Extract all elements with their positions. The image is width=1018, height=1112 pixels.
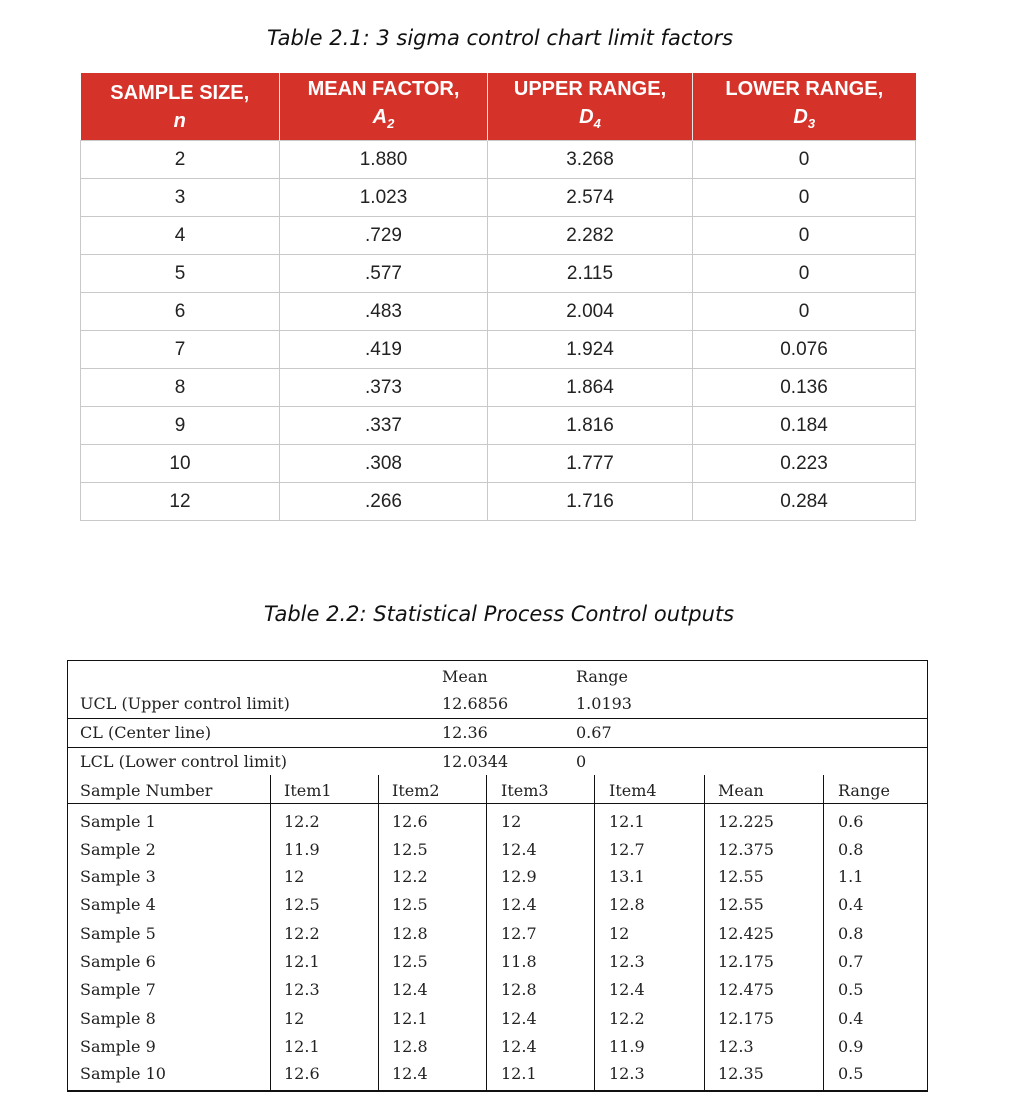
- table1-caption: Table 2.1: 3 sigma control chart limit factors: [266, 26, 734, 50]
- column-header: Sample Number: [80, 781, 213, 800]
- limit-range-value: 0: [576, 752, 587, 771]
- table-cell: .337: [280, 407, 488, 445]
- column-divider: [823, 775, 824, 1090]
- table-cell: 8: [81, 369, 280, 407]
- spc-outputs-table: [67, 660, 928, 1092]
- table-cell: 2.282: [488, 217, 693, 255]
- sample-value: 12.8: [501, 980, 537, 999]
- sample-value: 12.7: [501, 924, 537, 943]
- sample-value: 0.5: [838, 980, 864, 999]
- sample-value: 12.7: [609, 840, 645, 859]
- table-cell: 1.864: [488, 369, 693, 407]
- sample-label: Sample 8: [80, 1009, 156, 1028]
- sample-value: 12.6: [284, 1064, 320, 1083]
- table-cell: 0: [693, 255, 916, 293]
- table-cell: 0: [693, 141, 916, 179]
- sample-value: 12.4: [501, 1037, 537, 1056]
- header-symbol: n: [173, 109, 186, 132]
- table-cell: 0.184: [693, 407, 916, 445]
- sample-value: 12.1: [501, 1064, 537, 1083]
- sample-value: 12.55: [718, 867, 764, 886]
- sample-value: 12.5: [392, 840, 428, 859]
- sample-value: 12.8: [392, 1037, 428, 1056]
- limit-mean-value: 12.0344: [442, 752, 509, 771]
- column-header: Item2: [392, 781, 440, 800]
- header-label: SAMPLE SIZE,: [110, 81, 250, 104]
- table-cell: 4: [81, 217, 280, 255]
- rule-line: [68, 747, 927, 748]
- sample-value: 12.2: [284, 812, 320, 831]
- table-cell: 0.076: [693, 331, 916, 369]
- header-mean-factor: [280, 73, 488, 141]
- header-symbol: D: [793, 106, 808, 128]
- table-cell: 0.136: [693, 369, 916, 407]
- sample-value: 12.9: [501, 867, 537, 886]
- sample-label: Sample 2: [80, 840, 156, 859]
- table-cell: 0: [693, 217, 916, 255]
- sample-value: 13.1: [609, 867, 645, 886]
- table-cell: 10: [81, 445, 280, 483]
- sample-value: 11.9: [284, 840, 320, 859]
- sample-value: 12.4: [501, 895, 537, 914]
- sample-value: 12.1: [284, 1037, 320, 1056]
- sample-value: 12: [284, 1009, 305, 1028]
- sample-value: 0.6: [838, 812, 864, 831]
- table-cell: .577: [280, 255, 488, 293]
- column-header: Item4: [609, 781, 657, 800]
- header-label: LOWER RANGE,: [725, 78, 884, 100]
- table-cell: .266: [280, 483, 488, 521]
- table-cell: 1.816: [488, 407, 693, 445]
- sample-value: 12.4: [392, 1064, 428, 1083]
- table-row: [81, 369, 916, 407]
- sample-value: 0.8: [838, 924, 864, 943]
- sample-value: 12.2: [609, 1009, 645, 1028]
- table-cell: 1.924: [488, 331, 693, 369]
- sample-value: 0.4: [838, 895, 864, 914]
- header-symbol: D: [579, 106, 594, 128]
- limits-mean-header: Mean: [442, 667, 488, 686]
- table-cell: 12: [81, 483, 280, 521]
- sample-value: 12.225: [718, 812, 774, 831]
- column-header: Mean: [718, 781, 764, 800]
- table-cell: .308: [280, 445, 488, 483]
- sample-label: Sample 3: [80, 867, 156, 886]
- table-cell: 1.716: [488, 483, 693, 521]
- table-row: [81, 445, 916, 483]
- table-row: [81, 293, 916, 331]
- sample-value: 0.9: [838, 1037, 864, 1056]
- table-row: [81, 483, 916, 521]
- sample-value: 12.425: [718, 924, 774, 943]
- sample-value: 11.9: [609, 1037, 645, 1056]
- column-divider: [704, 775, 705, 1090]
- table-cell: .373: [280, 369, 488, 407]
- sample-value: 12.475: [718, 980, 774, 999]
- sample-value: 12.175: [718, 1009, 774, 1028]
- table-cell: 0: [693, 293, 916, 331]
- sample-value: 12.55: [718, 895, 764, 914]
- sample-value: 12.1: [284, 952, 320, 971]
- rule-line: [68, 803, 927, 804]
- table2-caption: Table 2.2: Statistical Process Control outputs: [263, 602, 735, 626]
- table-cell: 2: [81, 141, 280, 179]
- limit-factors-table: [80, 73, 916, 521]
- limit-label: LCL (Lower control limit): [80, 752, 287, 771]
- table-cell: 1.023: [280, 179, 488, 217]
- table-cell: 2.004: [488, 293, 693, 331]
- sample-value: 12.3: [718, 1037, 754, 1056]
- table-cell: 5: [81, 255, 280, 293]
- sample-label: Sample 6: [80, 952, 156, 971]
- sample-label: Sample 10: [80, 1064, 166, 1083]
- limit-mean-value: 12.6856: [442, 694, 509, 713]
- limit-factors-header-row: [81, 73, 916, 141]
- limit-range-value: 0.67: [576, 723, 612, 742]
- column-divider: [594, 775, 595, 1090]
- table-cell: .729: [280, 217, 488, 255]
- column-header: Item3: [501, 781, 549, 800]
- header-label: MEAN FACTOR,: [307, 78, 460, 100]
- header-label: UPPER RANGE,: [513, 78, 667, 100]
- sample-label: Sample 7: [80, 980, 156, 999]
- table-cell: 0: [693, 179, 916, 217]
- sample-value: 12: [609, 924, 630, 943]
- sample-value: 12.1: [392, 1009, 428, 1028]
- table-cell: 7: [81, 331, 280, 369]
- sample-value: 12.35: [718, 1064, 764, 1083]
- table-cell: 6: [81, 293, 280, 331]
- table-cell: 9: [81, 407, 280, 445]
- column-header: Item1: [284, 781, 332, 800]
- sample-value: 12.8: [609, 895, 645, 914]
- column-header: Range: [838, 781, 890, 800]
- table-cell: 1.777: [488, 445, 693, 483]
- sample-value: 12.4: [392, 980, 428, 999]
- sample-value: 12.4: [501, 1009, 537, 1028]
- header-symbol: A: [372, 106, 388, 128]
- limit-mean-value: 12.36: [442, 723, 488, 742]
- table-cell: 0.223: [693, 445, 916, 483]
- limits-range-header: Range: [576, 667, 628, 686]
- header-subscript: 4: [593, 116, 601, 131]
- column-divider: [486, 775, 487, 1090]
- sample-label: Sample 4: [80, 895, 156, 914]
- sample-value: 12.2: [284, 924, 320, 943]
- sample-value: 0.8: [838, 840, 864, 859]
- sample-value: 12.4: [501, 840, 537, 859]
- header-sample-size: [81, 73, 280, 141]
- sample-value: 12: [501, 812, 522, 831]
- sample-value: 12.8: [392, 924, 428, 943]
- table-row: [81, 331, 916, 369]
- sample-value: 12.1: [609, 812, 645, 831]
- header-subscript: 2: [387, 116, 395, 131]
- table-cell: 1.880: [280, 141, 488, 179]
- header-subscript: 3: [807, 116, 816, 131]
- sample-value: 0.7: [838, 952, 864, 971]
- header-upper-range: [488, 73, 693, 141]
- sample-value: 0.5: [838, 1064, 864, 1083]
- table-row: [81, 141, 916, 179]
- table-row: [81, 255, 916, 293]
- sample-value: 12.6: [392, 812, 428, 831]
- limit-label: UCL (Upper control limit): [80, 694, 290, 713]
- limit-range-value: 1.0193: [576, 694, 632, 713]
- sample-label: Sample 1: [80, 812, 156, 831]
- column-divider: [270, 775, 271, 1090]
- sample-value: 12.5: [284, 895, 320, 914]
- table-cell: 3: [81, 179, 280, 217]
- sample-value: 12.5: [392, 952, 428, 971]
- table-row: [81, 217, 916, 255]
- sample-value: 0.4: [838, 1009, 864, 1028]
- sample-value: 1.1: [838, 867, 864, 886]
- table-cell: 3.268: [488, 141, 693, 179]
- table-cell: .483: [280, 293, 488, 331]
- sample-value: 12.3: [609, 1064, 645, 1083]
- sample-label: Sample 5: [80, 924, 156, 943]
- sample-value: 12.4: [609, 980, 645, 999]
- column-divider: [378, 775, 379, 1090]
- header-lower-range: [693, 73, 916, 141]
- sample-value: 12.3: [284, 980, 320, 999]
- sample-value: 12.375: [718, 840, 774, 859]
- rule-line: [68, 718, 927, 719]
- table-cell: .419: [280, 331, 488, 369]
- sample-value: 11.8: [501, 952, 537, 971]
- sample-value: 12.2: [392, 867, 428, 886]
- table-row: [81, 407, 916, 445]
- sample-value: 12.5: [392, 895, 428, 914]
- table-row: [81, 179, 916, 217]
- sample-value: 12.175: [718, 952, 774, 971]
- sample-value: 12: [284, 867, 305, 886]
- sample-label: Sample 9: [80, 1037, 156, 1056]
- table-cell: 0.284: [693, 483, 916, 521]
- table-cell: 2.115: [488, 255, 693, 293]
- limit-label: CL (Center line): [80, 723, 212, 742]
- table-cell: 2.574: [488, 179, 693, 217]
- sample-value: 12.3: [609, 952, 645, 971]
